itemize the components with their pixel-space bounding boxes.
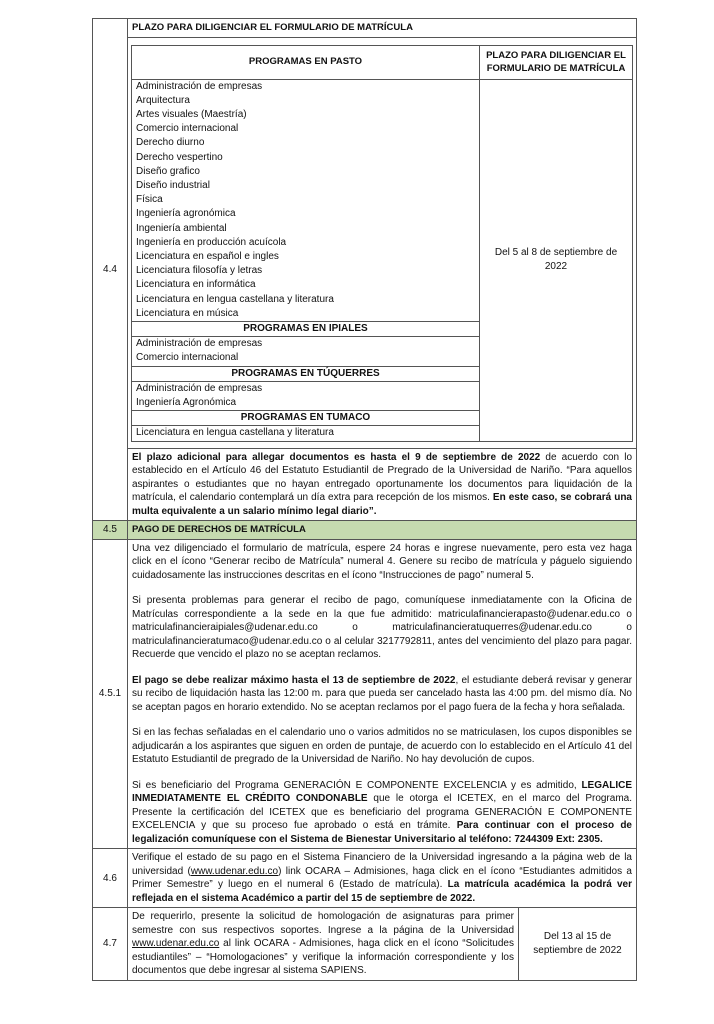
list-item: Arquitectura xyxy=(136,94,190,106)
section-number-4-6: 4.6 xyxy=(93,849,128,908)
list-item: Administración de empresas xyxy=(136,80,263,92)
programs-pasto-header: PROGRAMAS EN PASTO xyxy=(132,45,480,79)
additional-deadline-paragraph: El plazo adicional para allegar documentos es hasta el 9 de septiembre de 2022 de acuerdo con lo establecido en el Artículo 46 del Estatuto Estudiantil de Pregrado de la Universidad de Nariño. “Para aquellos aspirantes o estudiantes que no hayan entregado oportunamente los documentos para liquidación de la matrícula, el calendario contemplará un día extra para recepción de los mismos. En este caso, se cobrará una multa equivalente a un salario mínimo legal diario”. xyxy=(132,451,633,517)
section-number-4-7: 4.7 xyxy=(93,908,128,981)
programs-ipiales-header: PROGRAMAS EN IPIALES xyxy=(132,321,480,336)
list-item: Licenciatura en lengua castellana y literatura xyxy=(136,293,334,305)
list-item: Comercio internacional xyxy=(136,123,239,135)
programs-ipiales-list xyxy=(132,337,480,366)
programs-tumaco-header: PROGRAMAS EN TUMACO xyxy=(132,411,480,426)
section-number-4-5: 4.5 xyxy=(93,521,128,540)
list-item: Administración de empresas xyxy=(136,338,263,350)
list-item: Administración de empresas xyxy=(136,382,263,394)
list-item: Ingeniería Agronómica xyxy=(136,396,237,408)
list-item: Derecho diurno xyxy=(136,137,205,149)
programs-tuquerres-list xyxy=(132,381,480,410)
list-item: Artes visuales (Maestría) xyxy=(136,108,247,120)
deadline-header: PLAZO PARA DILIGENCIAR EL FORMULARIO DE MATRÍCULA xyxy=(480,45,633,79)
list-item: Diseño industrial xyxy=(136,179,210,191)
list-item: Licenciatura en lengua castellana y literatura xyxy=(136,427,334,439)
list-item: Licenciatura en música xyxy=(136,307,239,319)
programs-tumaco-list xyxy=(132,426,480,441)
list-item: Ingeniería ambiental xyxy=(136,222,227,234)
list-item: Comercio internacional xyxy=(136,352,239,364)
payment-instructions xyxy=(128,540,636,849)
paragraph: Si en las fechas señaladas en el calendario uno o varios admitidos no se matriculasen, los cupos disponibles se adjudicarán a los aspirantes que siguen en orden de puntaje, de acuerdo con lo establecido en el Artículo 41 del Estatuto Estudiantil de pregrado de la Universidad de Nariño. No hay devolución de cupos. xyxy=(132,727,632,766)
paragraph: El pago se debe realizar máximo hasta el 13 de septiembre de 2022, el estudiante deberá revisar y generar su recibo de liquidación hasta las 12:00 m. para que pueda ser cancelado hasta las 4:00 pm. del mismo día. No se aceptan pagos en horario extendido. No se aceptan reclamos por el pago fuera de la fecha y hora señalada. xyxy=(132,674,632,713)
list-item: Ingeniería agronómica xyxy=(136,208,236,220)
paragraph: Si presenta problemas para generar el recibo de pago, comuníquese inmediatamente con la Oficina de Matrículas correspondiente a la sede en la que fue admitido: matriculafinancierapasto@udenar.edu.co o matriculafinancieraipiales@udenar.edu.co o matriculafinancieratuquerres@udenar.edu.co o matriculafinancieratumaco@udenar.edu.co o al celular 3217792811, antes del vencimiento del plazo para pagar. Recuerde que vencido el plazo no se aceptan reclamos. xyxy=(132,595,632,661)
programs-pasto-list xyxy=(132,79,480,321)
document-page xyxy=(92,18,637,981)
homologation-paragraph: De requerirlo, presente la solicitud de homologación de asignaturas para primer semestre con sus respectivos soportes. Ingrese a la página de la Universidad www.udenar.edu.co al link OCARA - Admisiones, haga click en el ícono “Solicitudes estudiantiles” – “Homologaciones” y verifique la información correspondiente y los documentos que debe ingresar al sistema SAPIENS. xyxy=(132,911,514,977)
list-item: Licenciatura en español e ingles xyxy=(136,250,279,262)
list-item: Diseño grafico xyxy=(136,165,200,177)
paragraph: Una vez diligenciado el formulario de matrícula, espere 24 horas e ingrese nuevamente, pero esta vez haga click en el ícono “Generar recibo de Matrícula” numeral 4. Genere su recibo de matrícula y páguelo siguiendo cuidadosamente las instrucciones descritas en el ícono “Instrucciones de pago” numeral 5. xyxy=(132,542,632,581)
university-link[interactable]: www.udenar.edu.co xyxy=(132,938,220,950)
homologation-deadline: Del 13 al 15 de septiembre de 2022 xyxy=(518,908,636,980)
section-number-4-5-1: 4.5.1 xyxy=(93,539,128,849)
list-item: Ingeniería en producción acuícola xyxy=(136,236,287,248)
paragraph: Si es beneficiario del Programa GENERACIÓN E COMPONENTE EXCELENCIA y es admitido, LEGALICE INMEDIATAMENTE EL CRÉDITO CONDONABLE que le otorga el ICETEX, en el marco del Programa. Presente la certificación del ICETEX que es beneficiario del programa GENERACIÓN E COMPONENTE EXCELENCIA y que su proceso fue aprobado o está en trámite. Para continuar con el proceso de legalización comuníquese con el Sistema de Bienestar Universitario al teléfono: 7244309 Ext: 2305. xyxy=(132,779,632,845)
section-title-4-5: PAGO DE DERECHOS DE MATRÍCULA xyxy=(132,524,306,536)
deadline-cell: Del 5 al 8 de septiembre de 2022 xyxy=(480,79,633,441)
list-item: Licenciatura en informática xyxy=(136,279,256,291)
list-item: Licenciatura filosofía y letras xyxy=(136,265,263,277)
calendar-table xyxy=(92,18,637,981)
programs-table xyxy=(131,45,633,442)
section-title-4-4: PLAZO PARA DILIGENCIAR EL FORMULARIO DE MATRÍCULA xyxy=(132,22,413,33)
university-link[interactable]: www.udenar.edu.co xyxy=(190,865,279,877)
verify-payment-paragraph: Verifique el estado de su pago en el Sistema Financiero de la Universidad ingresando a la página web de la universidad (www.udenar.edu.co) link OCARA – Admisiones, haga click en el ícono “Estudiantes admitidos a Primer Semestre” y luego en el numeral 6 (Estado de matrícula). La matrícula académica la podrá ver reflejada en el sistema Académico a partir del 15 de septiembre de 2022. xyxy=(132,852,632,904)
list-item: Derecho vespertino xyxy=(136,151,223,163)
section-number-4-4: 4.4 xyxy=(93,19,128,521)
list-item: Física xyxy=(136,194,163,206)
programs-tuquerres-header: PROGRAMAS EN TÚQUERRES xyxy=(132,366,480,381)
